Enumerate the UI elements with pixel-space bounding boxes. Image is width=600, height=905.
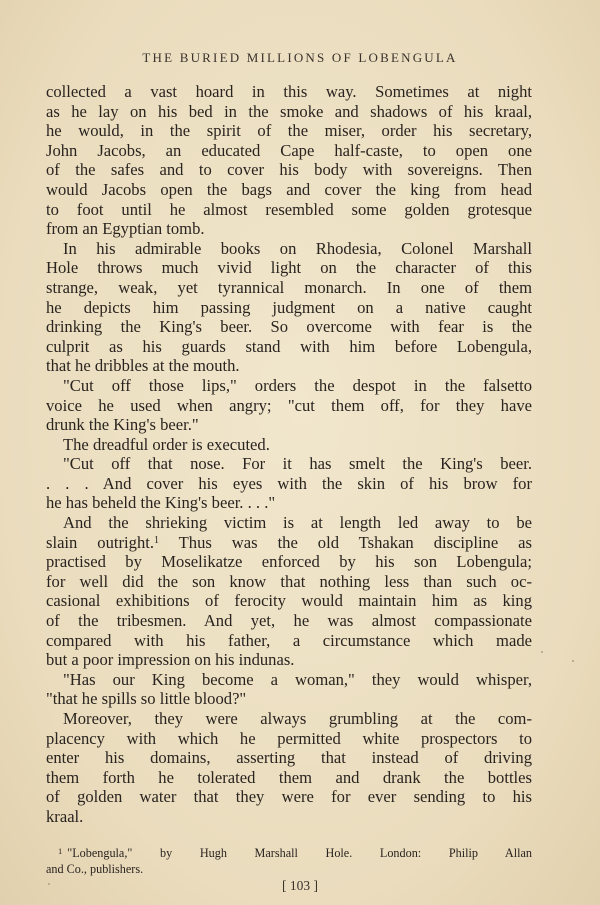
line-text: from an Egyptian tomb. bbox=[46, 219, 205, 239]
text-line bbox=[46, 454, 532, 474]
text-line bbox=[46, 239, 532, 259]
text-line bbox=[46, 160, 532, 180]
text-line bbox=[46, 748, 532, 768]
text-line bbox=[46, 787, 532, 807]
line-text: that he dribbles at the mouth. bbox=[46, 356, 240, 376]
text-line bbox=[46, 572, 532, 592]
line-text: he has beheld the King's beer. . . ." bbox=[46, 493, 276, 513]
line-text: but a poor impression on his indunas. bbox=[46, 650, 295, 670]
line-text: for well did the son know that nothing less than such oc- bbox=[46, 571, 532, 591]
line-text-continued: Thus was the old Tshakan discipline as bbox=[159, 532, 532, 552]
line-text: of the safes and to cover his body with sovereigns. Then bbox=[46, 160, 532, 180]
text-line bbox=[46, 533, 532, 553]
line-text: would Jacobs open the bags and cover the king from head bbox=[46, 179, 532, 199]
line-text: "that he spills so little blood?" bbox=[46, 689, 247, 709]
line-text: them forth he tolerated them and drank the bottles bbox=[46, 767, 532, 787]
text-line bbox=[46, 278, 532, 298]
line-text: John Jacobs, an educated Cape half-caste, to open one bbox=[46, 140, 532, 160]
footnote-text: "Lobengula," by Hugh Marshall Hole. London: Philip Allan bbox=[67, 846, 532, 860]
text-line bbox=[46, 376, 532, 396]
text-line bbox=[46, 435, 532, 455]
text-line bbox=[46, 82, 532, 102]
line-text: slain outright. bbox=[46, 532, 154, 552]
text-line bbox=[46, 317, 532, 337]
text-line bbox=[46, 102, 532, 122]
text-line bbox=[46, 474, 532, 494]
text-line bbox=[46, 591, 532, 611]
footnote bbox=[46, 846, 532, 877]
line-text: he would, in the spirit of the miser, order his secretary, bbox=[46, 121, 532, 141]
page-number: [ 103 ] bbox=[282, 878, 318, 893]
text-line bbox=[46, 298, 532, 318]
text-line bbox=[46, 396, 532, 416]
line-text: compared with his father, a circumstance which made bbox=[46, 630, 532, 650]
text-line bbox=[46, 141, 532, 161]
line-text: of golden water that they were for ever sending to his bbox=[46, 787, 532, 807]
line-text: The dreadful order is executed. bbox=[63, 434, 270, 454]
text-line bbox=[46, 180, 532, 200]
line-text: voice he used when angry; "cut them off, for they have bbox=[46, 395, 532, 415]
line-text: enter his domains, asserting that instead of driving bbox=[46, 748, 532, 768]
text-line bbox=[46, 415, 532, 435]
line-text: culprit as his guards stand with him before Lobengula, bbox=[46, 336, 532, 356]
text-line bbox=[46, 513, 532, 533]
line-text: "Cut off that nose. For it has smelt the King's beer. bbox=[63, 454, 532, 474]
text-line bbox=[46, 493, 532, 513]
text-line bbox=[46, 807, 532, 827]
text-line bbox=[46, 337, 532, 357]
text-line bbox=[46, 200, 532, 220]
line-text: In his admirable books on Rhodesia, Colonel Marshall bbox=[63, 238, 532, 258]
text-line bbox=[46, 689, 532, 709]
text-line bbox=[46, 356, 532, 376]
footnote-mark: 1 bbox=[58, 846, 63, 856]
text-line bbox=[46, 258, 532, 278]
body-text bbox=[46, 82, 532, 827]
line-text: practised by Moselikatze enforced by his son Lobengula; bbox=[46, 552, 532, 572]
text-line bbox=[46, 670, 532, 690]
text-line bbox=[46, 709, 532, 729]
line-text: "Has our King become a woman," they would whisper, bbox=[63, 669, 532, 689]
line-text: as he lay on his bed in the smoke and shadows of his kraal, bbox=[46, 101, 532, 121]
line-text: Moreover, they were always grumbling at the com- bbox=[63, 709, 532, 728]
line-text: collected a vast hoard in this way. Sometimes at night bbox=[46, 82, 532, 101]
footnote-reference: 1 bbox=[154, 534, 159, 546]
line-text: of the tribesmen. And yet, he was almost compassionate bbox=[46, 611, 532, 631]
text-line bbox=[46, 768, 532, 788]
running-head: THE BURIED MILLIONS OF LOBENGULA bbox=[142, 50, 458, 65]
footnote-line: and Co., publishers. bbox=[46, 861, 144, 876]
line-text: drunk the King's beer." bbox=[46, 415, 199, 435]
paper-speck bbox=[48, 883, 50, 885]
text-line bbox=[46, 552, 532, 572]
line-text: Hole throws much vivid light on the character of this bbox=[46, 258, 532, 278]
line-text: "Cut off those lips," orders the despot in the falsetto bbox=[63, 375, 532, 395]
line-text: kraal. bbox=[46, 806, 84, 826]
line-text: And the shrieking victim is at length led away to be bbox=[63, 513, 532, 533]
text-line bbox=[46, 650, 532, 670]
text-line bbox=[46, 631, 532, 651]
line-text: casional exhibitions of ferocity would maintain him as king bbox=[46, 591, 532, 611]
footnote-line bbox=[46, 846, 532, 862]
text-line bbox=[46, 729, 532, 749]
line-text: strange, weak, yet tyrannical monarch. In one of them bbox=[46, 277, 532, 297]
text-line bbox=[46, 121, 532, 141]
paper-speck bbox=[572, 660, 574, 662]
line-text: he depicts him passing judgment on a native caught bbox=[46, 297, 532, 317]
line-text: drinking the King's beer. So overcome with fear is the bbox=[46, 317, 532, 337]
line-text: to foot until he almost resembled some golden grotesque bbox=[46, 199, 532, 219]
line-text: . . . And cover his eyes with the skin of his brow for bbox=[46, 473, 532, 493]
text-line bbox=[46, 611, 532, 631]
paper-speck bbox=[541, 651, 543, 653]
text-line bbox=[46, 219, 532, 239]
line-text: placency with which he permitted white prospectors to bbox=[46, 728, 532, 748]
